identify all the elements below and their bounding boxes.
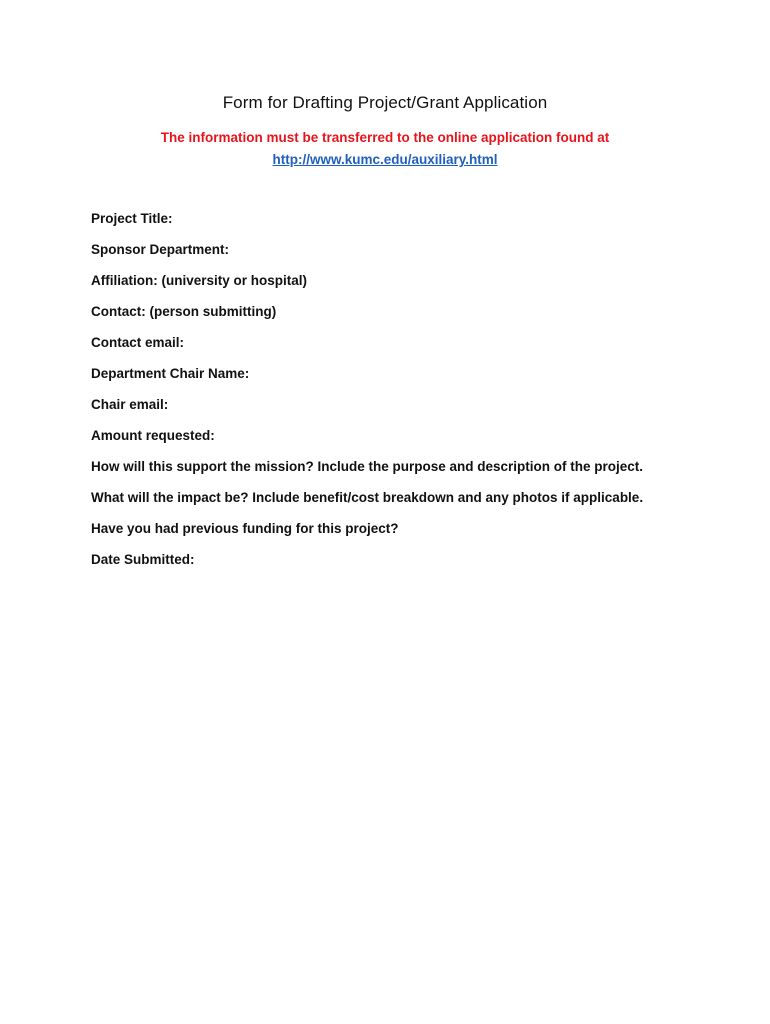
field-contact: Contact: (person submitting) xyxy=(91,304,277,319)
field-chair-email: Chair email: xyxy=(91,397,169,412)
form-field-list xyxy=(91,210,711,582)
transfer-notice xyxy=(0,127,770,171)
field-amount-requested: Amount requested: xyxy=(91,428,215,443)
page-title: Form for Drafting Project/Grant Application xyxy=(222,93,548,112)
field-date-submitted: Date Submitted: xyxy=(91,552,195,567)
field-mission-support: How will this support the mission? Include the purpose and description of the project. xyxy=(91,459,644,474)
field-contact-email: Contact email: xyxy=(91,335,185,350)
field-department-chair-name: Department Chair Name: xyxy=(91,366,250,381)
field-impact: What will the impact be? Include benefit/cost breakdown and any photos if applicable. xyxy=(91,490,644,505)
field-affiliation: Affiliation: (university or hospital) xyxy=(91,273,308,288)
field-project-title: Project Title: xyxy=(91,211,173,226)
application-link[interactable]: http://www.kumc.edu/auxiliary.html xyxy=(272,152,498,167)
field-previous-funding: Have you had previous funding for this project? xyxy=(91,521,399,536)
notice-text: The information must be transferred to the online application found at xyxy=(160,130,610,145)
field-sponsor-department: Sponsor Department: xyxy=(91,242,230,257)
